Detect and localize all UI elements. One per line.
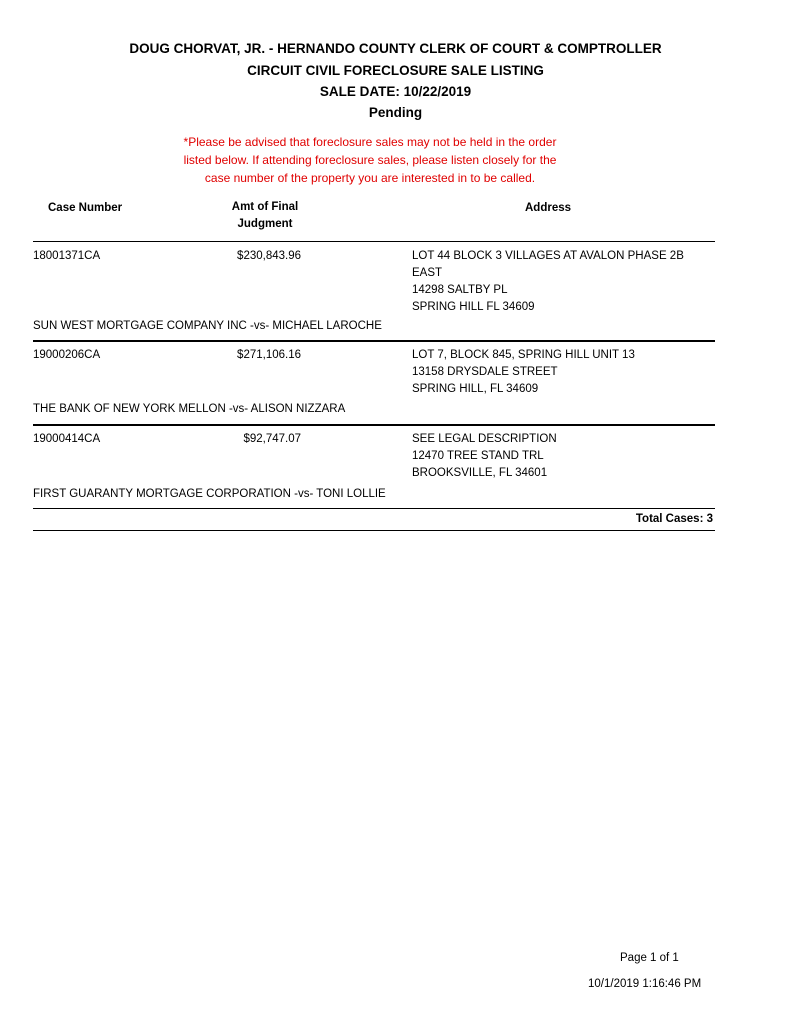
print-timestamp: 10/1/2019 1:16:46 PM — [588, 978, 702, 990]
clerk-title: DOUG CHORVAT, JR. - HERNANDO COUNTY CLERK OF COURT & COMPTROLLER — [129, 41, 662, 56]
address-line: 14298 SALTBY PL — [412, 284, 508, 296]
listing-title: CIRCUIT CIVIL FORECLOSURE SALE LISTING — [247, 63, 544, 78]
judgment-amount: $92,747.07 — [243, 433, 301, 445]
address-line: SEE LEGAL DESCRIPTION — [412, 433, 557, 445]
total-divider — [33, 530, 715, 531]
property-address — [412, 347, 712, 398]
column-header-amount — [215, 199, 315, 233]
row-divider — [33, 508, 715, 509]
case-parties: FIRST GUARANTY MORTGAGE CORPORATION -vs- TONI LOLLIE — [33, 488, 386, 500]
notice-line: *Please be advised that foreclosure sales may not be held in the order — [183, 135, 557, 149]
case-number: 19000414CA — [33, 433, 101, 445]
address-line: SPRING HILL, FL 34609 — [412, 383, 539, 395]
address-line: LOT 7, BLOCK 845, SPRING HILL UNIT 13 — [412, 349, 635, 361]
column-header-case-number: Case Number — [48, 202, 123, 214]
address-line: 12470 TREE STAND TRL — [412, 450, 544, 462]
sale-date: SALE DATE: 10/22/2019 — [319, 84, 472, 99]
case-number: 18001371CA — [33, 250, 101, 262]
column-header-amount-line: Judgment — [237, 218, 293, 230]
address-line: 13158 DRYSDALE STREET — [412, 366, 558, 378]
case-number: 19000206CA — [33, 349, 101, 361]
address-line: BROOKSVILLE, FL 34601 — [412, 467, 548, 479]
address-line: SPRING HILL FL 34609 — [412, 301, 535, 313]
judgment-amount: $230,843.96 — [237, 250, 301, 262]
property-address — [412, 431, 712, 482]
column-header-address: Address — [525, 202, 572, 214]
column-header-amount-line: Amt of Final — [231, 201, 299, 213]
row-divider — [33, 424, 715, 426]
status-label: Pending — [368, 105, 423, 120]
row-divider — [33, 340, 715, 342]
case-parties: THE BANK OF NEW YORK MELLON -vs- ALISON NIZZARA — [33, 403, 346, 415]
property-address — [412, 248, 712, 316]
total-cases: Total Cases: 3 — [635, 513, 713, 525]
address-line: LOT 44 BLOCK 3 VILLAGES AT AVALON PHASE 2B EAST — [412, 250, 684, 279]
header-divider — [33, 241, 715, 242]
notice-line: listed below. If attending foreclosure sales, please listen closely for the — [183, 153, 557, 167]
notice-line: case number of the property you are interested in to be called. — [204, 171, 536, 185]
notice — [150, 133, 590, 187]
case-parties: SUN WEST MORTGAGE COMPANY INC -vs- MICHAEL LAROCHE — [33, 320, 382, 332]
page-number: Page 1 of 1 — [620, 952, 679, 964]
judgment-amount: $271,106.16 — [237, 349, 301, 361]
